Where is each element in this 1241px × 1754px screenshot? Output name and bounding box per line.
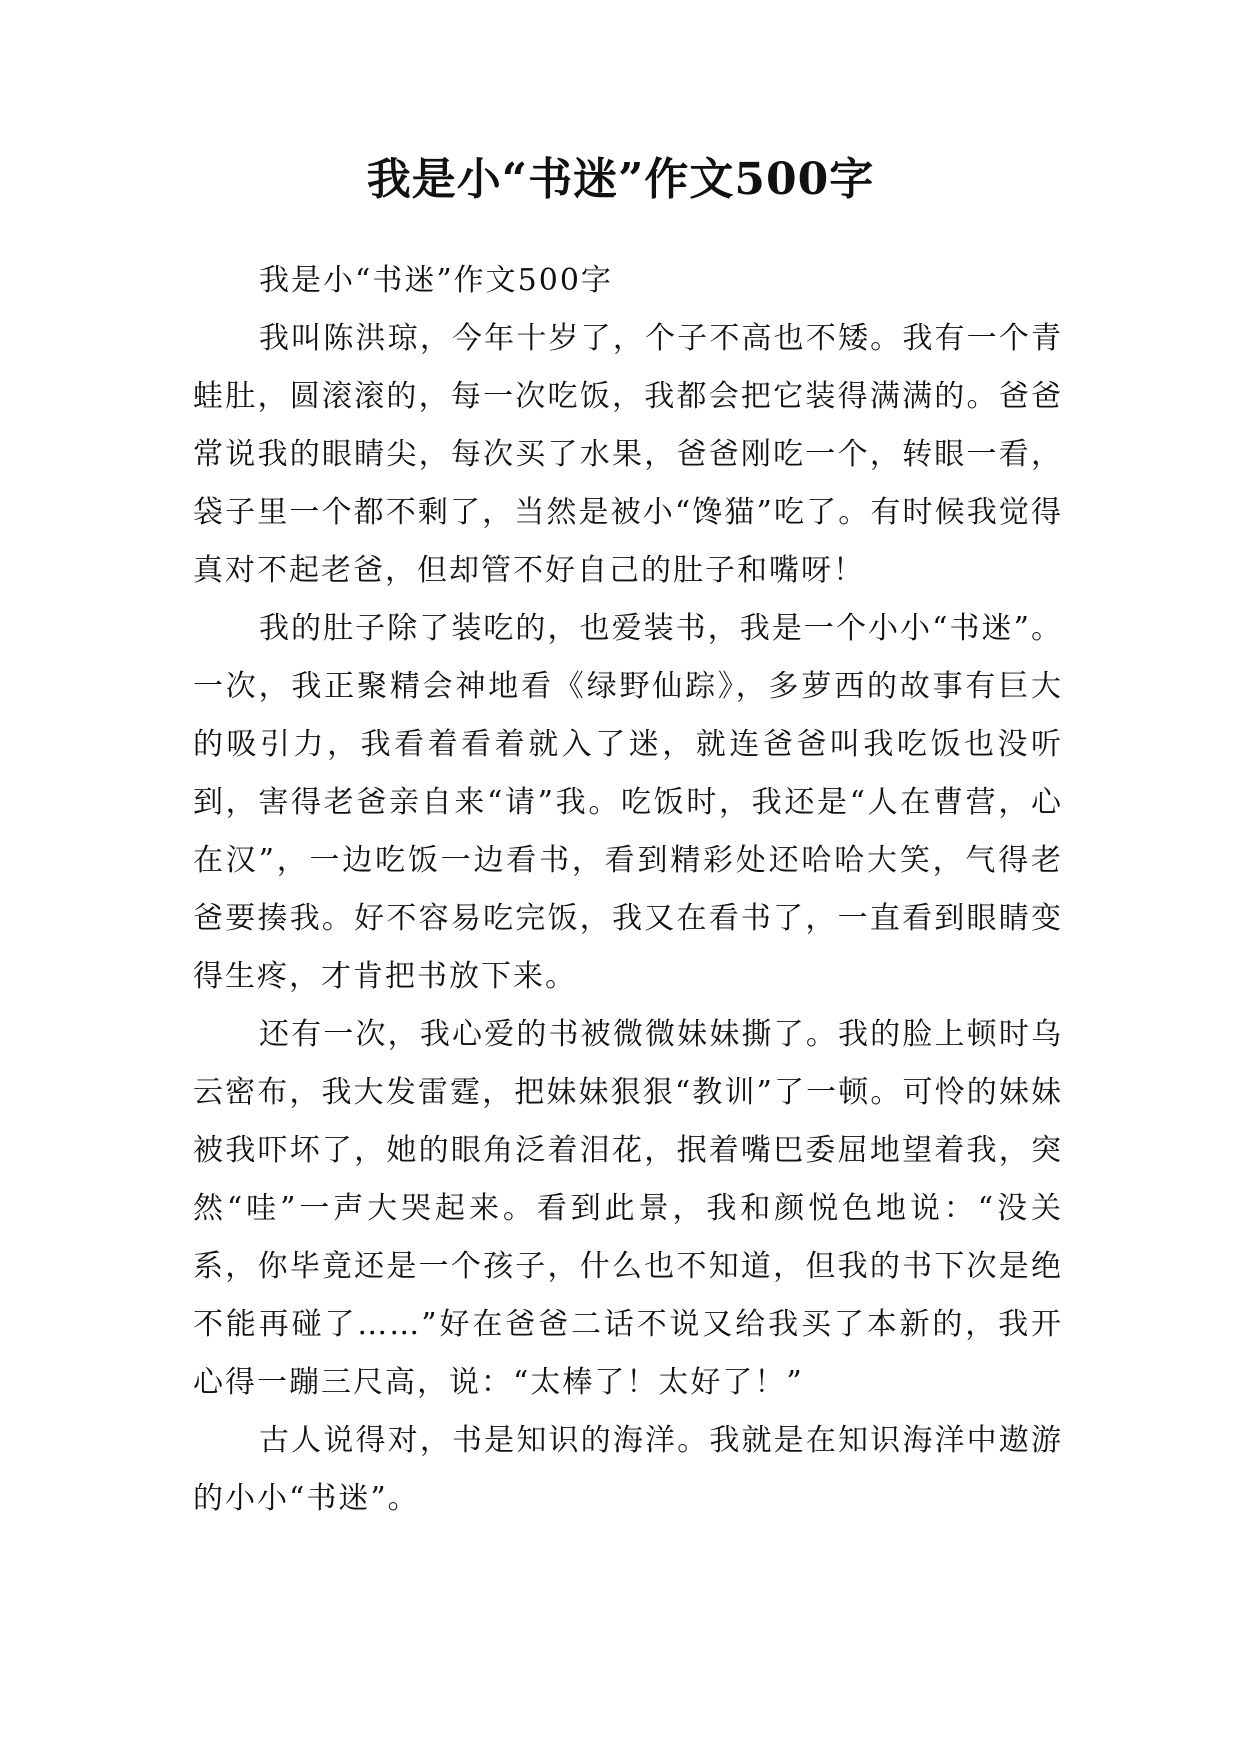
paragraph-subtitle: 我是小“书迷”作文500字	[259, 263, 613, 298]
document-body	[193, 252, 1063, 1528]
paragraph: 我叫陈洪琼，今年十岁了，个子不高也不矮。我有一个青蛙肚，圆滚滚的，每一次吃饭，我都会把它装得满满的。爸爸常说我的眼睛尖，每次买了水果，爸爸刚吃一个，转眼一看，袋子里一个都不剩了，当然是被小“馋猫”吃了。有时候我觉得真对不起老爸，但却管不好自己的肚子和嘴呀！	[193, 321, 1063, 588]
paragraph: 我的肚子除了装吃的，也爱装书，我是一个小小“书迷”。一次，我正聚精会神地看《绿野仙踪》，多萝西的故事有巨大的吸引力，我看着看着就入了迷，就连爸爸叫我吃饭也没听到，害得老爸亲自来“请”我。吃饭时，我还是“人在曹营，心在汉”，一边吃饭一边看书，看到精彩处还哈哈大笑，气得老爸要揍我。好不容易吃完饭，我又在看书了，一直看到眼睛变得生疼，才肯把书放下来。	[193, 611, 1063, 994]
paragraph: 还有一次，我心爱的书被微微妹妹撕了。我的脸上顿时乌云密布，我大发雷霆，把妹妹狠狠“教训”了一顿。可怜的妹妹被我吓坏了，她的眼角泛着泪花，抿着嘴巴委屈地望着我，突然“哇”一声大哭起来。看到此景，我和颜悦色地说：“没关系，你毕竟还是一个孩子，什么也不知道，但我的书下次是绝不能再碰了……”好在爸爸二话不说又给我买了本新的，我开心得一蹦三尺高，说：“太棒了！太好了！”	[193, 1017, 1063, 1400]
paragraph: 古人说得对，书是知识的海洋。我就是在知识海洋中遨游的小小“书迷”。	[193, 1423, 1063, 1516]
document-title: 我是小“书迷”作文500字	[366, 154, 875, 205]
